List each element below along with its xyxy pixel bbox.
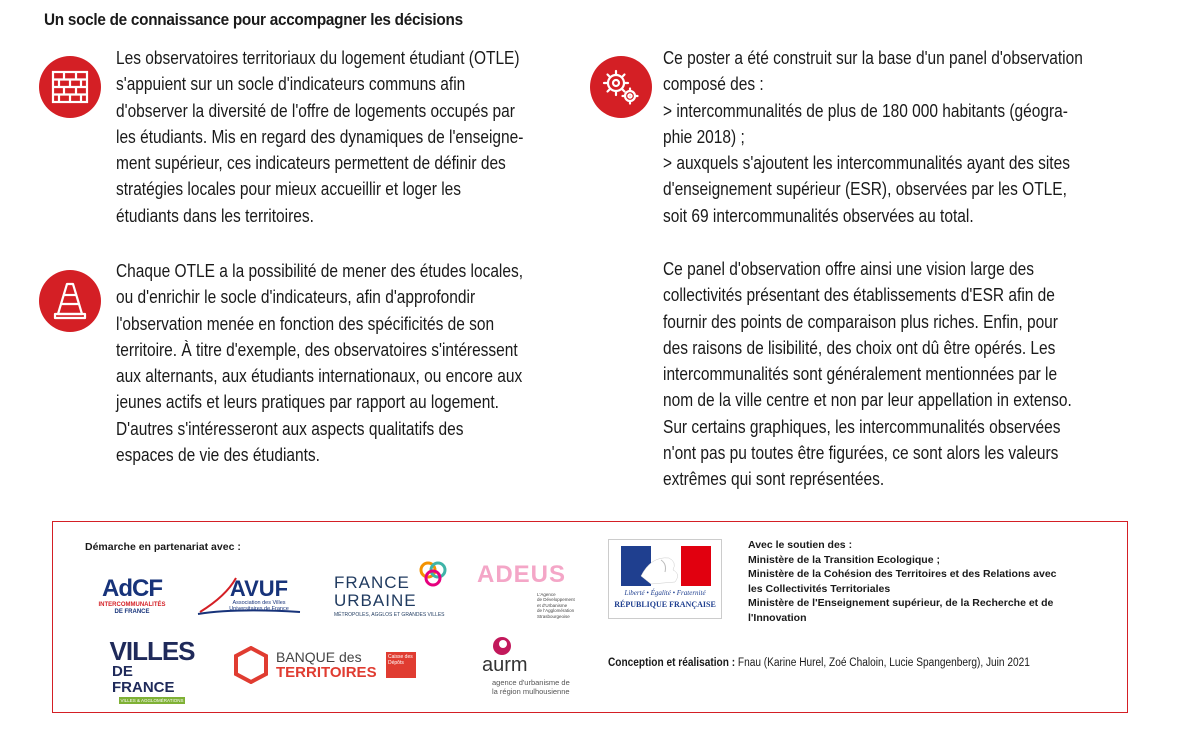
text-line: stratégies locales pour mieux accueillir et loger les [116, 179, 462, 200]
brick-wall-icon [39, 56, 101, 118]
text-line: d'enseignement supérieur (ESR), observées par les OTLE, [663, 179, 1067, 200]
paragraph-otle-studies [116, 258, 555, 468]
text-line: soit 69 intercommunalités observées au total. [663, 205, 974, 226]
france-urbaine-logo [332, 566, 456, 620]
text-line: > auxquels s'ajoutent les intercommunalités ayant des sites [663, 153, 1070, 174]
text-line: nom de la ville centre et non par leur appellation in extenso. [663, 390, 1072, 411]
adcf-sub2: DE FRANCE [114, 608, 150, 615]
page-title: Un socle de connaissance pour accompagner les décisions [44, 10, 463, 29]
text-line: extrêmes qui sont représentées. [663, 469, 885, 490]
text-line: jeunes actifs et leurs pratiques par rapport au logement. [116, 392, 499, 413]
adcf-name: AdCF [102, 574, 162, 602]
avuf-name: AVUF [229, 576, 289, 601]
text-line: ment supérieur, ces indicateurs permettent de définir des [116, 153, 506, 174]
text-line: phie 2018) ; [663, 126, 745, 147]
text-line: ou d'enrichir le socle d'indicateurs, afin d'approfondir [116, 287, 476, 308]
text-line: Ce poster a été construit sur la base d'un panel d'observation [663, 48, 1083, 68]
text-line: Ce panel d'observation offre ainsi une vision large des [663, 259, 1034, 279]
support-line: Ministère de la Cohésion des Territoires et des Relations avec [748, 568, 1057, 581]
support-line: l'Innovation [748, 611, 807, 624]
adeus-name: ADEUS [477, 561, 567, 588]
adeus-sub1: L'Agence [537, 592, 556, 597]
text-line: territoire. À titre d'exemple, des observatoires s'intéressent [116, 339, 518, 360]
text-line: composé des : [663, 74, 764, 95]
text-line: aux alternants, aux étudiants internationaux, ou encore aux [116, 366, 523, 387]
adeus-logo [477, 562, 579, 624]
credit-text: Fnau (Karine Hurel, Zoé Chaloin, Lucie Spangenberg), Juin 2021 [735, 657, 1030, 669]
aurm-sub2: la région mulhousienne [492, 687, 570, 696]
support-line: les Collectivités Territoriales [748, 582, 891, 595]
partners-label: Démarche en partenariat avec : [85, 541, 241, 553]
villes-line1: VILLES [109, 636, 195, 666]
text-line: intercommunalités sont généralement mentionnées par le [663, 364, 1058, 385]
text-line: d'observer la diversité de l'offre de logements occupés par [116, 100, 515, 121]
text-line: s'appuient sur un socle d'indicateurs communs afin [116, 74, 466, 95]
adeus-sub3: et d'Urbanisme [537, 602, 568, 608]
traffic-cone-icon [39, 270, 101, 332]
adcf-sub1: INTERCOMMUNALITÉS [98, 601, 166, 608]
text-line: les étudiants. Mis en regard des dynamiques de l'enseigne- [116, 126, 524, 147]
credit-label: Conception et réalisation : [608, 657, 736, 669]
text-line: des raisons de lisibilité, des choix ont dû être opérés. Les [663, 337, 1056, 358]
text-line: l'observation menée en fonction des spécificités de son [116, 313, 495, 334]
text-line: Les observatoires territoriaux du logement étudiant (OTLE) [116, 48, 520, 68]
text-line: D'autres s'intéresseront aux aspects qualitatifs des [116, 418, 464, 439]
caisse-des-depots-badge: Caisse des Dépôts [386, 652, 416, 678]
paragraph-otle-indicators [116, 45, 556, 229]
villes-sub: VILLES & AGGLOMÉRATIONS [120, 698, 184, 703]
avuf-sub2: Universitaires de France [229, 606, 289, 612]
france-urbaine-line1: FRANCE [334, 573, 410, 592]
text-line: Chaque OTLE a la possibilité de mener des études locales, [116, 261, 524, 281]
credit-line [608, 657, 1030, 669]
paragraph-panel-composition [663, 45, 1110, 229]
adeus-sub4: de l'Agglomération [537, 608, 575, 614]
banque-des-territoires-logo [234, 646, 420, 686]
aurm-swirl-icon [490, 634, 514, 656]
france-urbaine-line2: URBAINE [334, 591, 417, 610]
villes-de-france-logo [109, 636, 195, 703]
text-line: collectivités présentant des établissements d'ESR afin de [663, 285, 1055, 306]
text-line: espaces de vie des étudiants. [116, 445, 320, 466]
banque-line1: BANQUE des [276, 649, 362, 665]
banque-hexagon-icon [234, 646, 268, 684]
adeus-sub2: de Développement [537, 597, 575, 603]
republique-francaise-logo [608, 539, 722, 619]
text-line: > intercommunalités de plus de 180 000 habitants (géogra- [663, 100, 1068, 121]
text-line: n'ont pas pu toutes être figurées, ce sont alors les valeurs [663, 443, 1059, 464]
support-line: Ministère de la Transition Ecologique ; [748, 553, 940, 566]
france-urbaine-knot-icon [418, 560, 450, 588]
aurm-name: aurm [482, 654, 528, 676]
paragraph-panel-vision [663, 256, 1110, 493]
text-line: fournir des points de comparaison plus riches. Enfin, pour [663, 311, 1058, 332]
avuf-logo [196, 572, 304, 618]
republique-motto: Liberté • Égalité • Fraternité [624, 589, 706, 597]
republique-name: RÉPUBLIQUE FRANÇAISE [614, 600, 716, 609]
adcf-logo [92, 574, 172, 618]
text-line: étudiants dans les territoires. [116, 205, 314, 226]
gears-icon [590, 56, 652, 118]
support-label: Avec le soutien des : [748, 539, 853, 551]
adeus-sub5: Strasbourgeoise [537, 613, 570, 619]
aurm-sub1: agence d'urbanisme de [492, 678, 570, 687]
text-line: Sur certains graphiques, les intercommunalités observées [663, 416, 1061, 437]
avuf-sub1: Association des Villes [232, 600, 286, 606]
marianne-flag-icon [621, 546, 711, 586]
support-line: Ministère de l'Enseignement supérieur, de la Recherche et de [748, 597, 1054, 610]
france-urbaine-sub: MÉTROPOLES, AGGLOS ET GRANDES VILLES [334, 612, 445, 618]
villes-line2: DE FRANCE [112, 663, 175, 696]
aurm-logo [480, 634, 584, 700]
support-section [748, 538, 1057, 626]
banque-line2: TERRITOIRES [276, 664, 377, 681]
